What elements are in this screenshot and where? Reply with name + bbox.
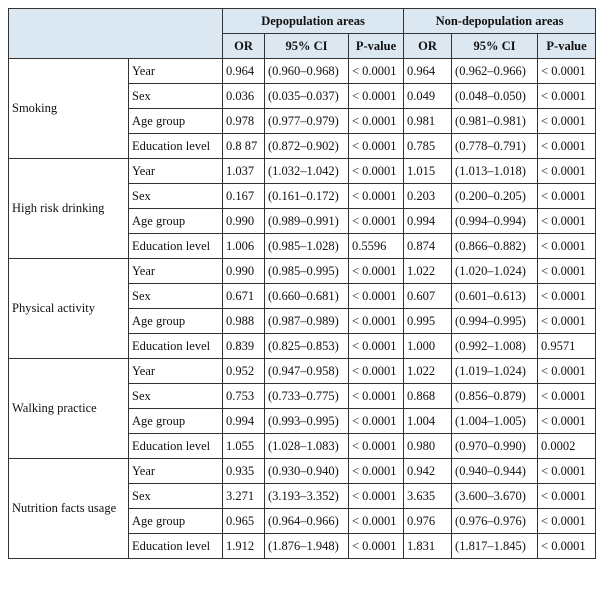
confidence-interval-cell: (0.872–0.902) — [265, 134, 349, 159]
odds-ratio-cell: 0.964 — [223, 59, 265, 84]
odds-ratio-cell: 0.988 — [223, 309, 265, 334]
column-header-pvalue: P-value — [538, 34, 596, 59]
table-body — [9, 59, 596, 559]
column-header-or: OR — [223, 34, 265, 59]
variable-label: Education level — [129, 534, 223, 559]
p-value-cell: < 0.0001 — [538, 309, 596, 334]
p-value-cell: < 0.0001 — [538, 59, 596, 84]
p-value-cell: < 0.0001 — [538, 84, 596, 109]
odds-ratio-cell: 1.055 — [223, 434, 265, 459]
variable-label: Sex — [129, 284, 223, 309]
odds-ratio-cell: 0.203 — [404, 184, 452, 209]
variable-label: Year — [129, 59, 223, 84]
factor-label: High risk drinking — [9, 159, 129, 259]
column-header-ci: 95% CI — [265, 34, 349, 59]
p-value-cell: < 0.0001 — [349, 109, 404, 134]
odds-ratio-cell: 0.952 — [223, 359, 265, 384]
odds-ratio-cell: 1.022 — [404, 359, 452, 384]
odds-ratio-cell: 0.995 — [404, 309, 452, 334]
confidence-interval-cell: (0.987–0.989) — [265, 309, 349, 334]
p-value-cell: < 0.0001 — [349, 484, 404, 509]
p-value-cell: 0.9571 — [538, 334, 596, 359]
odds-ratio-cell: 0.753 — [223, 384, 265, 409]
confidence-interval-cell: (0.985–0.995) — [265, 259, 349, 284]
p-value-cell: < 0.0001 — [349, 309, 404, 334]
variable-label: Sex — [129, 384, 223, 409]
odds-ratio-cell: 0.964 — [404, 59, 452, 84]
confidence-interval-cell: (1.817–1.845) — [452, 534, 538, 559]
odds-ratio-cell: 1.015 — [404, 159, 452, 184]
confidence-interval-cell: (0.964–0.966) — [265, 509, 349, 534]
variable-label: Year — [129, 259, 223, 284]
variable-label: Education level — [129, 434, 223, 459]
p-value-cell: < 0.0001 — [349, 509, 404, 534]
confidence-interval-cell: (1.876–1.948) — [265, 534, 349, 559]
p-value-cell: < 0.0001 — [538, 234, 596, 259]
odds-ratio-cell: 0.839 — [223, 334, 265, 359]
confidence-interval-cell: (1.013–1.018) — [452, 159, 538, 184]
odds-ratio-cell: 0.036 — [223, 84, 265, 109]
odds-ratio-cell: 0.965 — [223, 509, 265, 534]
confidence-interval-cell: (0.960–0.968) — [265, 59, 349, 84]
odds-ratio-cell: 0.785 — [404, 134, 452, 159]
p-value-cell: < 0.0001 — [538, 409, 596, 434]
confidence-interval-cell: (0.977–0.979) — [265, 109, 349, 134]
odds-ratio-cell: 0.049 — [404, 84, 452, 109]
confidence-interval-cell: (0.993–0.995) — [265, 409, 349, 434]
confidence-interval-cell: (0.200–0.205) — [452, 184, 538, 209]
confidence-interval-cell: (0.825–0.853) — [265, 334, 349, 359]
p-value-cell: < 0.0001 — [349, 209, 404, 234]
odds-ratio-cell: 0.981 — [404, 109, 452, 134]
variable-label: Age group — [129, 409, 223, 434]
confidence-interval-cell: (0.035–0.037) — [265, 84, 349, 109]
p-value-cell: < 0.0001 — [349, 384, 404, 409]
confidence-interval-cell: (0.981–0.981) — [452, 109, 538, 134]
confidence-interval-cell: (0.994–0.995) — [452, 309, 538, 334]
odds-ratio-cell: 0.942 — [404, 459, 452, 484]
p-value-cell: < 0.0001 — [349, 84, 404, 109]
odds-ratio-cell: 0.935 — [223, 459, 265, 484]
variable-label: Year — [129, 359, 223, 384]
p-value-cell: < 0.0001 — [538, 184, 596, 209]
p-value-cell: 0.5596 — [349, 234, 404, 259]
variable-label: Age group — [129, 209, 223, 234]
confidence-interval-cell: (0.866–0.882) — [452, 234, 538, 259]
odds-ratio-cell: 0.990 — [223, 209, 265, 234]
confidence-interval-cell: (0.660–0.681) — [265, 284, 349, 309]
confidence-interval-cell: (0.048–0.050) — [452, 84, 538, 109]
results-table — [8, 8, 596, 559]
odds-ratio-cell: 0.976 — [404, 509, 452, 534]
confidence-interval-cell: (1.004–1.005) — [452, 409, 538, 434]
confidence-interval-cell: (0.940–0.944) — [452, 459, 538, 484]
variable-label: Education level — [129, 234, 223, 259]
factor-label: Walking practice — [9, 359, 129, 459]
variable-label: Sex — [129, 484, 223, 509]
variable-label: Sex — [129, 184, 223, 209]
column-header-ci: 95% CI — [452, 34, 538, 59]
p-value-cell: < 0.0001 — [349, 434, 404, 459]
p-value-cell: < 0.0001 — [349, 409, 404, 434]
p-value-cell: < 0.0001 — [349, 259, 404, 284]
p-value-cell: < 0.0001 — [538, 284, 596, 309]
p-value-cell: < 0.0001 — [349, 459, 404, 484]
p-value-cell: < 0.0001 — [538, 259, 596, 284]
confidence-interval-cell: (3.193–3.352) — [265, 484, 349, 509]
odds-ratio-cell: 0.8 87 — [223, 134, 265, 159]
confidence-interval-cell: (0.856–0.879) — [452, 384, 538, 409]
column-header-pvalue: P-value — [349, 34, 404, 59]
p-value-cell: < 0.0001 — [349, 334, 404, 359]
p-value-cell: < 0.0001 — [538, 509, 596, 534]
confidence-interval-cell: (0.947–0.958) — [265, 359, 349, 384]
confidence-interval-cell: (0.985–1.028) — [265, 234, 349, 259]
p-value-cell: < 0.0001 — [538, 484, 596, 509]
p-value-cell: < 0.0001 — [349, 184, 404, 209]
odds-ratio-cell: 1.000 — [404, 334, 452, 359]
variable-label: Age group — [129, 309, 223, 334]
p-value-cell: < 0.0001 — [349, 359, 404, 384]
confidence-interval-cell: (3.600–3.670) — [452, 484, 538, 509]
odds-ratio-cell: 3.271 — [223, 484, 265, 509]
p-value-cell: < 0.0001 — [538, 134, 596, 159]
odds-ratio-cell: 0.671 — [223, 284, 265, 309]
p-value-cell: < 0.0001 — [349, 59, 404, 84]
p-value-cell: < 0.0001 — [538, 459, 596, 484]
variable-label: Year — [129, 459, 223, 484]
factor-label: Physical activity — [9, 259, 129, 359]
p-value-cell: < 0.0001 — [538, 384, 596, 409]
p-value-cell: < 0.0001 — [538, 359, 596, 384]
header-corner — [9, 9, 223, 59]
variable-label: Year — [129, 159, 223, 184]
odds-ratio-cell: 0.874 — [404, 234, 452, 259]
table-header — [9, 9, 596, 59]
odds-ratio-cell: 1.037 — [223, 159, 265, 184]
odds-ratio-cell: 1.022 — [404, 259, 452, 284]
confidence-interval-cell: (1.019–1.024) — [452, 359, 538, 384]
confidence-interval-cell: (0.601–0.613) — [452, 284, 538, 309]
confidence-interval-cell: (0.930–0.940) — [265, 459, 349, 484]
confidence-interval-cell: (0.994–0.994) — [452, 209, 538, 234]
p-value-cell: 0.0002 — [538, 434, 596, 459]
confidence-interval-cell: (0.778–0.791) — [452, 134, 538, 159]
variable-label: Education level — [129, 134, 223, 159]
p-value-cell: < 0.0001 — [538, 209, 596, 234]
confidence-interval-cell: (0.970–0.990) — [452, 434, 538, 459]
group-header-non-depopulation: Non-depopulation areas — [404, 9, 596, 34]
odds-ratio-cell: 0.990 — [223, 259, 265, 284]
variable-label: Age group — [129, 109, 223, 134]
odds-ratio-cell: 0.994 — [223, 409, 265, 434]
confidence-interval-cell: (1.028–1.083) — [265, 434, 349, 459]
odds-ratio-cell: 0.994 — [404, 209, 452, 234]
p-value-cell: < 0.0001 — [349, 134, 404, 159]
table-row — [9, 459, 596, 484]
confidence-interval-cell: (1.032–1.042) — [265, 159, 349, 184]
confidence-interval-cell: (0.161–0.172) — [265, 184, 349, 209]
variable-label: Education level — [129, 334, 223, 359]
odds-ratio-cell: 1.006 — [223, 234, 265, 259]
confidence-interval-cell: (0.992–1.008) — [452, 334, 538, 359]
odds-ratio-cell: 0.980 — [404, 434, 452, 459]
factor-label: Nutrition facts usage — [9, 459, 129, 559]
confidence-interval-cell: (1.020–1.024) — [452, 259, 538, 284]
odds-ratio-cell: 0.978 — [223, 109, 265, 134]
odds-ratio-cell: 0.607 — [404, 284, 452, 309]
confidence-interval-cell: (0.962–0.966) — [452, 59, 538, 84]
table-row — [9, 59, 596, 84]
p-value-cell: < 0.0001 — [349, 534, 404, 559]
odds-ratio-cell: 0.868 — [404, 384, 452, 409]
group-header-depopulation: Depopulation areas — [223, 9, 404, 34]
variable-label: Age group — [129, 509, 223, 534]
table-row — [9, 159, 596, 184]
confidence-interval-cell: (0.976–0.976) — [452, 509, 538, 534]
p-value-cell: < 0.0001 — [538, 534, 596, 559]
odds-ratio-cell: 3.635 — [404, 484, 452, 509]
odds-ratio-cell: 1.004 — [404, 409, 452, 434]
p-value-cell: < 0.0001 — [538, 159, 596, 184]
confidence-interval-cell: (0.989–0.991) — [265, 209, 349, 234]
table-row — [9, 259, 596, 284]
table-row — [9, 359, 596, 384]
odds-ratio-cell: 1.912 — [223, 534, 265, 559]
odds-ratio-cell: 1.831 — [404, 534, 452, 559]
p-value-cell: < 0.0001 — [349, 284, 404, 309]
column-header-or: OR — [404, 34, 452, 59]
p-value-cell: < 0.0001 — [538, 109, 596, 134]
odds-ratio-cell: 0.167 — [223, 184, 265, 209]
factor-label: Smoking — [9, 59, 129, 159]
confidence-interval-cell: (0.733–0.775) — [265, 384, 349, 409]
p-value-cell: < 0.0001 — [349, 159, 404, 184]
variable-label: Sex — [129, 84, 223, 109]
